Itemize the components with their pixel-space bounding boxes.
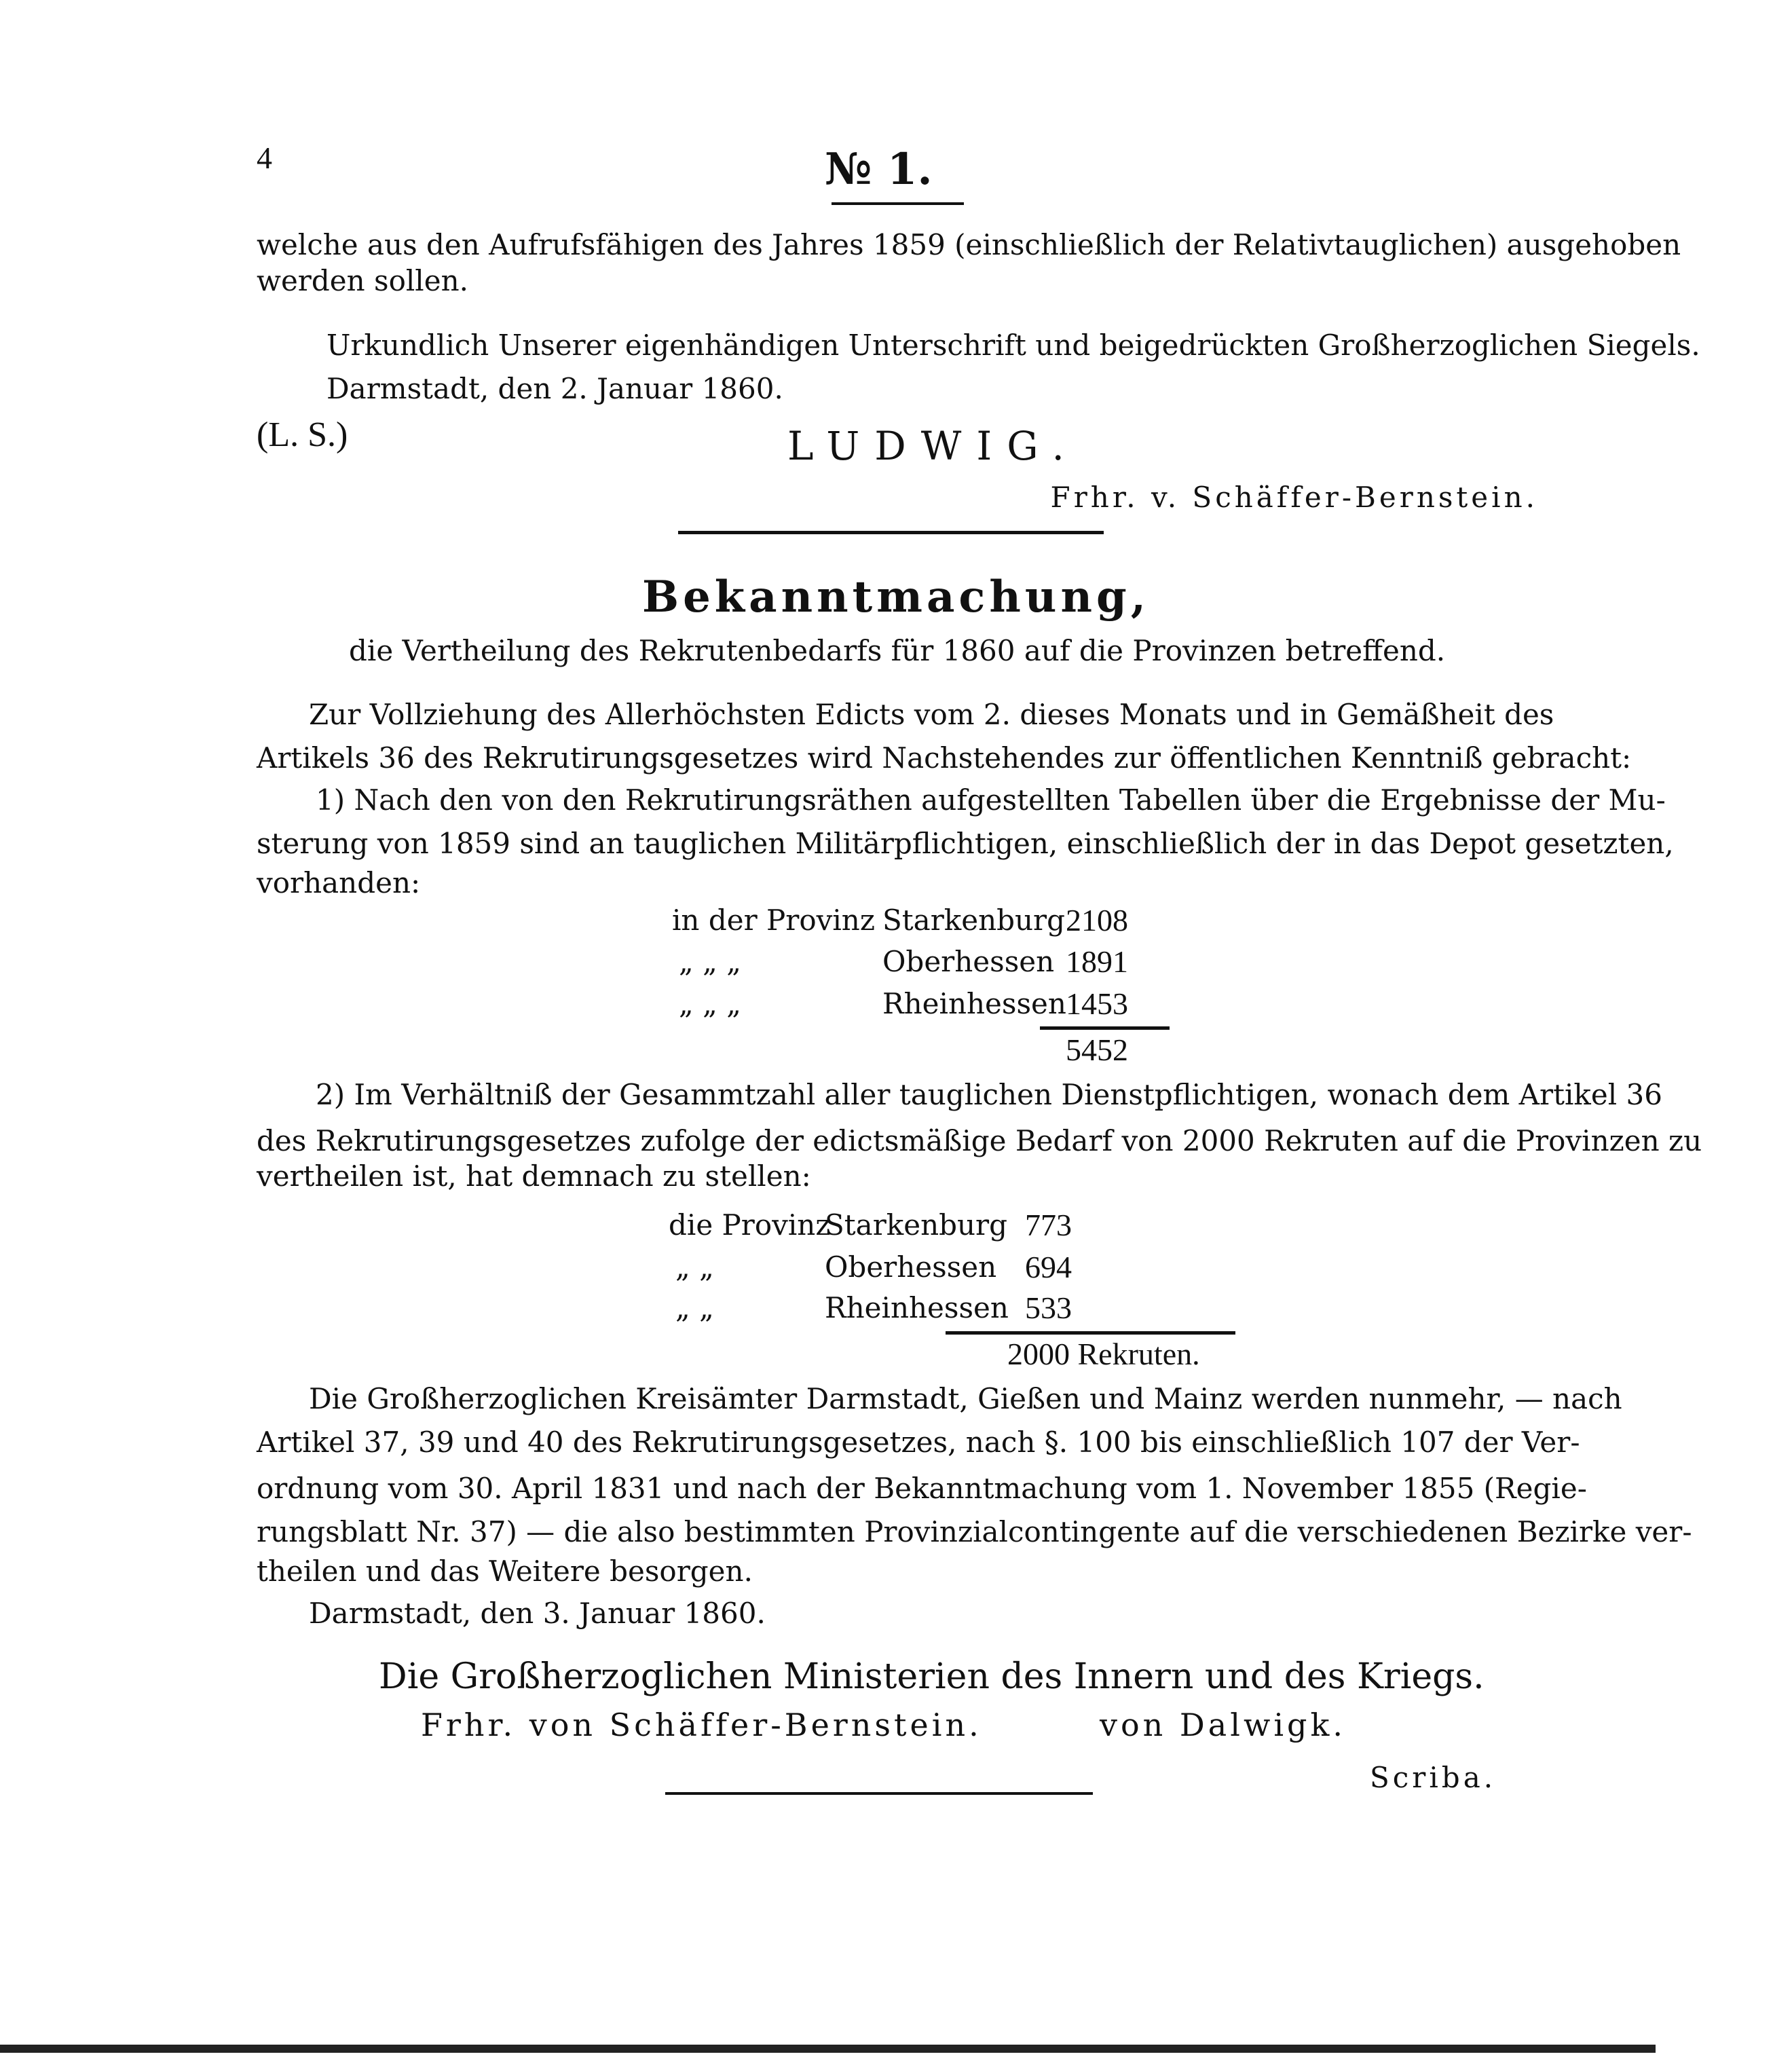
point2-line: des Rekrutirungsgesetzes zufolge der edictsmäßige Bedarf von 2000 Rekruten auf die Provinzen zu [257, 1124, 1702, 1157]
signatory: Frhr. von Schäffer-Bernstein. [421, 1707, 982, 1743]
announcement-title: Bekanntmachung, [641, 572, 1151, 622]
closing-line: Die Großherzoglichen Kreisämter Darmstadt, Gießen und Mainz werden nunmehr, — nach [309, 1382, 1622, 1415]
page-number: 4 [257, 141, 272, 175]
decree-line: welche aus den Aufrufsfähigen des Jahres 1859 (einschließlich der Relativtauglichen) ausgehoben [257, 228, 1681, 261]
place-date: Darmstadt, den 3. Januar 1860. [309, 1597, 766, 1630]
row-prefix: die Provinz [669, 1208, 831, 1242]
point1-line: vorhanden: [257, 866, 421, 899]
row-value: 773 [1025, 1208, 1072, 1242]
point2-line: vertheilen ist, hat demnach zu stellen: [257, 1159, 811, 1193]
seal-mark: (L. S.) [257, 415, 348, 454]
attestation: Urkundlich Unserer eigenhändigen Unterschrift und beigedrückten Großherzoglichen Siegels. [326, 329, 1700, 362]
intro-line: Zur Vollziehung des Allerhöchsten Edicts vom 2. dieses Monats und in Gemäßheit des [309, 698, 1554, 731]
issuing-authority: Die Großherzoglichen Ministerien des Innern und des Kriegs. [379, 1656, 1485, 1697]
row-province: Rheinhessen [882, 987, 1066, 1020]
row-province: Oberhessen [882, 945, 1055, 978]
closing-line: ordnung vom 30. April 1831 und nach der Bekanntmachung vom 1. November 1855 (Regie- [257, 1472, 1587, 1505]
clerk-signature: Scriba. [1370, 1761, 1497, 1794]
point2-line: 2) Im Verhältniß der Gesammtzahl aller tauglichen Dienstpflichtigen, wonach dem Artikel 36 [316, 1078, 1662, 1111]
intro-line: Artikels 36 des Rekrutirungsgesetzes wird Nachstehendes zur öffentlichen Kenntniß gebracht: [257, 741, 1632, 775]
issue-number: № 1. [825, 144, 933, 195]
row-value: 1891 [1066, 944, 1128, 979]
issue-underline [832, 202, 964, 205]
table1-total: 5452 [1066, 1032, 1128, 1067]
closing-line: Artikel 37, 39 und 40 des Rekrutirungsgesetzes, nach §. 100 bis einschließlich 107 der Ver- [257, 1426, 1580, 1459]
closing-line: rungsblatt Nr. 37) — die also bestimmten Provinzialcontingente auf die verschiedenen Bezirke ver- [257, 1515, 1692, 1548]
end-divider [665, 1792, 1093, 1795]
row-prefix: „ „ [675, 1291, 714, 1324]
closing-line: theilen und das Weitere besorgen. [257, 1555, 753, 1588]
place-date: Darmstadt, den 2. Januar 1860. [326, 372, 783, 405]
row-province: Starkenburg [882, 904, 1066, 937]
row-province: Starkenburg [825, 1208, 1008, 1242]
table2-total: 2000 Rekruten. [1007, 1337, 1200, 1371]
point1-line: 1) Nach den von den Rekrutirungsräthen aufgestellten Tabellen über die Ergebnisse der Mu- [316, 783, 1666, 817]
signatory: von Dalwigk. [1100, 1707, 1346, 1743]
announcement-subtitle: die Vertheilung des Rekrutenbedarfs für 1860 auf die Provinzen betreffend. [349, 634, 1446, 667]
row-value: 694 [1025, 1250, 1072, 1284]
sum-rule [1040, 1026, 1170, 1030]
row-value: 2108 [1066, 903, 1128, 937]
section-divider [678, 531, 1104, 534]
row-province: Oberhessen [825, 1250, 997, 1284]
scan-edge [0, 2045, 1656, 2053]
countersignature: Frhr. v. Schäffer-Bernstein. [1050, 481, 1538, 514]
sum-rule [946, 1331, 1235, 1335]
row-prefix: in der Provinz [672, 904, 875, 937]
row-value: 1453 [1066, 986, 1128, 1021]
row-value: 533 [1025, 1290, 1072, 1325]
signature-ludwig: LUDWIG. [787, 423, 1079, 469]
row-prefix: „ „ „ [679, 987, 741, 1020]
row-prefix: „ „ „ [679, 945, 741, 978]
row-province: Rheinhessen [825, 1291, 1009, 1324]
row-prefix: „ „ [675, 1250, 714, 1284]
point1-line: sterung von 1859 sind an tauglichen Militärpflichtigen, einschließlich der in das Depot gesetzten, [257, 827, 1674, 860]
decree-line: werden sollen. [257, 264, 468, 297]
